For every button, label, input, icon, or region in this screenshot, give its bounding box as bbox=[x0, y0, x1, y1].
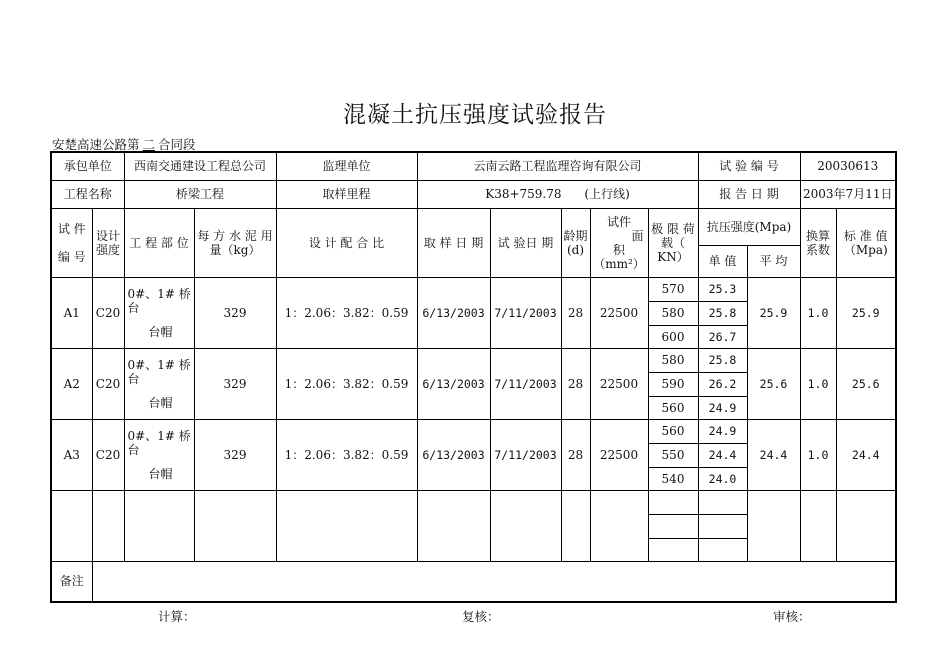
sample-date: 6/13/2003 bbox=[417, 348, 490, 419]
subtitle-prefix: 安楚高速公路第 bbox=[52, 137, 140, 152]
specimen-no-header-line2: 编 号 bbox=[57, 249, 86, 264]
age: 28 bbox=[561, 348, 590, 419]
load-header: 极 限 荷 载（ KN） bbox=[648, 208, 698, 277]
page-title: 混凝土抗压强度试验报告 bbox=[343, 102, 607, 128]
empty-cell bbox=[417, 490, 490, 561]
age: 28 bbox=[561, 419, 590, 490]
sample-date-header: 取 样 日 期 bbox=[417, 208, 490, 277]
avg-value: 25.6 bbox=[747, 348, 800, 419]
strength-header: 抗压强度(Mpa) bbox=[698, 208, 800, 245]
test-date-header: 试 验日 期 bbox=[490, 208, 561, 277]
info-row-1 bbox=[51, 152, 896, 180]
header-row-1 bbox=[51, 208, 896, 245]
table-row bbox=[51, 419, 896, 443]
specimen-no-header bbox=[51, 208, 92, 277]
empty-cell bbox=[124, 490, 194, 561]
age: 28 bbox=[561, 277, 590, 348]
test-no-value: 20030613 bbox=[800, 152, 896, 180]
project-value: 桥梁工程 bbox=[124, 180, 276, 208]
single-value: 26.2 bbox=[698, 372, 747, 396]
empty-cell bbox=[747, 490, 800, 561]
empty-cell bbox=[561, 490, 590, 561]
avg-header: 平 均 bbox=[747, 245, 800, 277]
report-date-label: 报 告 日 期 bbox=[698, 180, 800, 208]
cement: 329 bbox=[194, 348, 276, 419]
report-date-value: 2003年7月11日 bbox=[800, 180, 896, 208]
mix: 1：2.06：3.82：0.59 bbox=[276, 419, 417, 490]
info-row-2 bbox=[51, 180, 896, 208]
sample-date: 6/13/2003 bbox=[417, 419, 490, 490]
supervisor-label: 监理单位 bbox=[276, 152, 417, 180]
subtitle-suffix: 合同段 bbox=[158, 137, 196, 152]
std-value: 25.6 bbox=[836, 348, 896, 419]
grade: C20 bbox=[92, 277, 124, 348]
area: 22500 bbox=[590, 277, 648, 348]
project-label: 工程名称 bbox=[51, 180, 124, 208]
grade: C20 bbox=[92, 419, 124, 490]
single-value: 24.0 bbox=[698, 467, 747, 490]
empty-cell bbox=[698, 514, 747, 538]
factor-value: 1.0 bbox=[800, 277, 836, 348]
mix: 1：2.06：3.82：0.59 bbox=[276, 348, 417, 419]
table-row bbox=[51, 348, 896, 372]
area-header-line3: 积 bbox=[612, 242, 625, 257]
specimen-no-header-line1: 试 件 bbox=[57, 221, 86, 236]
empty-cell bbox=[276, 490, 417, 561]
single-value: 26.7 bbox=[698, 325, 747, 348]
section-number: 二 bbox=[142, 137, 156, 152]
remarks-row bbox=[51, 561, 896, 602]
calc-signature: 计算： bbox=[158, 609, 196, 624]
empty-cell bbox=[698, 490, 747, 514]
load-value: 580 bbox=[648, 301, 698, 325]
grade: C20 bbox=[92, 348, 124, 419]
area-header-line2: 面 bbox=[631, 228, 644, 243]
part-line1: 0#、1# 桥台 bbox=[127, 428, 191, 457]
contractor-value: 西南交通建设工程总公司 bbox=[124, 152, 276, 180]
mileage-label: 取样里程 bbox=[276, 180, 417, 208]
cement: 329 bbox=[194, 419, 276, 490]
specimen-id: A1 bbox=[51, 277, 92, 348]
contractor-label: 承包单位 bbox=[51, 152, 124, 180]
empty-row bbox=[51, 490, 896, 514]
factor-value: 1.0 bbox=[800, 348, 836, 419]
mileage-value: K38+759.78 (上行线) bbox=[417, 180, 698, 208]
empty-cell bbox=[648, 490, 698, 514]
empty-cell bbox=[194, 490, 276, 561]
load-value: 590 bbox=[648, 372, 698, 396]
test-date: 7/11/2003 bbox=[490, 277, 561, 348]
empty-cell bbox=[51, 490, 92, 561]
specimen-id: A2 bbox=[51, 348, 92, 419]
part-line2: 台帽 bbox=[148, 324, 173, 339]
part-line2: 台帽 bbox=[148, 395, 173, 410]
part-line1: 0#、1# 桥台 bbox=[127, 357, 191, 386]
supervisor-value: 云南云路工程监理咨询有限公司 bbox=[417, 152, 698, 180]
empty-cell bbox=[648, 538, 698, 561]
part-cell bbox=[124, 348, 194, 419]
factor-header: 换算系数 bbox=[800, 208, 836, 277]
avg-value: 25.9 bbox=[747, 277, 800, 348]
std-header: 标 准 值（Mpa) bbox=[836, 208, 896, 277]
area: 22500 bbox=[590, 348, 648, 419]
load-value: 540 bbox=[648, 467, 698, 490]
load-value: 560 bbox=[648, 419, 698, 443]
empty-cell bbox=[800, 490, 836, 561]
single-value: 24.4 bbox=[698, 443, 747, 467]
test-date: 7/11/2003 bbox=[490, 348, 561, 419]
empty-cell bbox=[836, 490, 896, 561]
empty-cell bbox=[92, 490, 124, 561]
design-strength-header: 设计强度 bbox=[92, 208, 124, 277]
empty-cell bbox=[490, 490, 561, 561]
single-value: 25.8 bbox=[698, 348, 747, 372]
specimen-id: A3 bbox=[51, 419, 92, 490]
cement-header: 每 方 水 泥 用 量（kg） bbox=[194, 208, 276, 277]
single-header: 单 值 bbox=[698, 245, 747, 277]
empty-cell bbox=[648, 514, 698, 538]
empty-cell bbox=[698, 538, 747, 561]
load-value: 560 bbox=[648, 396, 698, 419]
load-value: 570 bbox=[648, 277, 698, 301]
mix: 1：2.06：3.82：0.59 bbox=[276, 277, 417, 348]
report-table bbox=[50, 151, 897, 603]
single-value: 24.9 bbox=[698, 396, 747, 419]
std-value: 24.4 bbox=[836, 419, 896, 490]
audit-signature: 审核： bbox=[773, 609, 811, 624]
part-line2: 台帽 bbox=[148, 466, 173, 481]
load-value: 550 bbox=[648, 443, 698, 467]
part-cell bbox=[124, 277, 194, 348]
part-cell bbox=[124, 419, 194, 490]
test-no-label: 试 验 编 号 bbox=[698, 152, 800, 180]
single-value: 25.8 bbox=[698, 301, 747, 325]
area-header bbox=[590, 208, 648, 277]
part-line1: 0#、1# 桥台 bbox=[127, 286, 191, 315]
single-value: 25.3 bbox=[698, 277, 747, 301]
sample-date: 6/13/2003 bbox=[417, 277, 490, 348]
empty-cell bbox=[590, 490, 648, 561]
avg-value: 24.4 bbox=[747, 419, 800, 490]
area-header-line4: （mm²） bbox=[593, 256, 645, 271]
part-header: 工 程 部 位 bbox=[124, 208, 194, 277]
single-value: 24.9 bbox=[698, 419, 747, 443]
mix-header: 设 计 配 合 比 bbox=[276, 208, 417, 277]
remarks-value bbox=[92, 561, 896, 602]
area: 22500 bbox=[590, 419, 648, 490]
cement: 329 bbox=[194, 277, 276, 348]
review-signature: 复核： bbox=[462, 609, 500, 624]
load-value: 580 bbox=[648, 348, 698, 372]
std-value: 25.9 bbox=[836, 277, 896, 348]
test-date: 7/11/2003 bbox=[490, 419, 561, 490]
table-row bbox=[51, 277, 896, 301]
area-header-line1: 试件 bbox=[606, 214, 631, 229]
age-header: 龄期(d) bbox=[561, 208, 590, 277]
factor-value: 1.0 bbox=[800, 419, 836, 490]
remarks-label: 备注 bbox=[51, 561, 92, 602]
load-value: 600 bbox=[648, 325, 698, 348]
